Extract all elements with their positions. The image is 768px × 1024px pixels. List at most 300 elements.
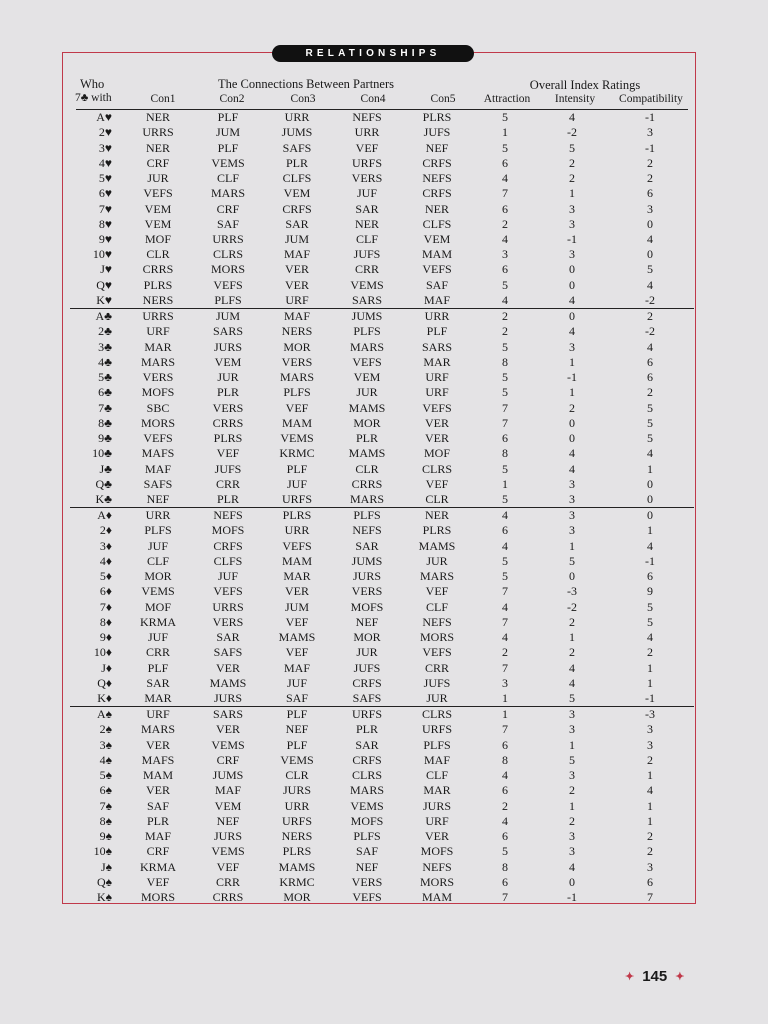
relationships-table — [70, 110, 694, 905]
cell-con4: VEFS — [352, 890, 382, 905]
cell-attraction: 4 — [502, 538, 508, 553]
cell-con4: MAMS — [348, 400, 386, 415]
cell-con3: CLR — [285, 768, 309, 783]
cell-con5: VER — [425, 415, 449, 430]
cell-card: K♦ — [97, 691, 112, 706]
cell-con4: JUMS — [351, 553, 383, 568]
cell-card: A♣ — [70, 309, 122, 325]
cell-attraction: 8 — [502, 446, 508, 461]
cell-con1: VEM — [144, 201, 172, 216]
cell-compatibility: 2 — [647, 385, 653, 400]
cell-con4: MOFS — [350, 813, 384, 828]
cell-card: Q♣ — [95, 476, 112, 491]
cell-con3: PLRS — [282, 844, 312, 859]
cell-intensity: 5 — [569, 140, 575, 155]
table-row — [70, 278, 694, 293]
cell-compatibility: 3 — [647, 722, 653, 737]
cell-intensity: 0 — [569, 277, 575, 292]
cell-attraction: 5 — [502, 370, 508, 385]
cell-compatibility: 0 — [606, 508, 694, 524]
cell-con1: JUR — [147, 171, 169, 186]
cell-con4: CRFS — [352, 675, 382, 690]
cell-con2: VEF — [216, 859, 240, 874]
cell-attraction: 6 — [502, 201, 508, 216]
cell-con5: MAM — [421, 890, 452, 905]
cell-attraction: 4 — [502, 813, 508, 828]
cell-con1: CRF — [146, 155, 170, 170]
cell-con5: URF — [425, 370, 449, 385]
cell-con2: NEF — [216, 813, 240, 828]
cell-con5: MAR — [423, 783, 451, 798]
cell-intensity: 2 — [569, 171, 575, 186]
table-row — [70, 783, 694, 798]
cell-attraction: 2 — [502, 216, 508, 231]
cell-compatibility: 5 — [647, 614, 653, 629]
cell-con2: SAFS — [213, 645, 243, 660]
table-row — [70, 340, 694, 355]
cell-con5: VER — [425, 829, 449, 844]
cell-con2: VERS — [212, 400, 244, 415]
cell-con1: MAR — [144, 339, 172, 354]
cell-card: J♣ — [99, 461, 112, 476]
cell-compatibility: 1 — [647, 461, 653, 476]
cell-compatibility: 1 — [647, 768, 653, 783]
cell-con1: VER — [146, 737, 170, 752]
cell-con2: CRF — [216, 201, 240, 216]
cell-con1: SAR — [146, 675, 170, 690]
cell-con3: MAF — [283, 247, 310, 262]
cell-con4: MARS — [349, 491, 384, 506]
cell-con1: KRMA — [139, 859, 176, 874]
cell-card: 6♠ — [99, 783, 112, 798]
cell-con2: SAR — [216, 630, 240, 645]
cell-card: 10♦ — [93, 645, 112, 660]
cell-con2: JUR — [217, 370, 239, 385]
cell-attraction: 4 — [502, 599, 508, 614]
table-row — [70, 539, 694, 554]
cell-card: 6♦ — [99, 584, 112, 599]
cell-con5: VER — [425, 431, 449, 446]
cell-attraction: 7 — [502, 614, 508, 629]
cell-card: 5♦ — [99, 569, 112, 584]
cell-intensity: 0 — [569, 569, 575, 584]
cell-con5: MAF — [423, 292, 450, 307]
table-row — [70, 247, 694, 262]
cell-con4: MOFS — [350, 599, 384, 614]
cell-con4: PLFS — [332, 508, 402, 524]
cell-con2: CLFS — [213, 553, 243, 568]
cell-con3: VEMS — [280, 431, 314, 446]
table-row — [70, 446, 694, 461]
cell-con1: JUF — [147, 630, 168, 645]
cell-con4: VEFS — [352, 354, 382, 369]
cell-con2: VEFS — [213, 277, 243, 292]
table-row — [70, 768, 694, 783]
cell-con5: MOFS — [420, 844, 454, 859]
cell-con2: JUF — [217, 569, 238, 584]
cell-con5: MORS — [419, 874, 454, 889]
cell-intensity: 4 — [569, 110, 575, 125]
who-header: Who — [80, 77, 105, 91]
table-row — [70, 875, 694, 890]
cell-con4: NEF — [355, 859, 379, 874]
cell-intensity: 3 — [569, 768, 575, 783]
cell-con1: NERS — [142, 292, 174, 307]
cell-attraction: 4 — [502, 171, 508, 186]
cell-card: 6♥ — [98, 186, 112, 201]
cell-card: 9♦ — [99, 630, 112, 645]
cell-con3: NEF — [285, 722, 309, 737]
table-row — [70, 676, 694, 691]
cell-intensity: 3 — [569, 523, 575, 538]
cell-card: 8♥ — [98, 216, 112, 231]
cell-card: A♠ — [70, 707, 122, 723]
table-row — [70, 645, 694, 660]
cell-compatibility: 2 — [647, 645, 653, 660]
cell-attraction: 6 — [502, 431, 508, 446]
cell-con5: MAM — [421, 247, 452, 262]
cell-con4: CRR — [354, 262, 379, 277]
cell-con5: CLR — [425, 491, 449, 506]
cell-con3: MAMS — [278, 630, 316, 645]
cell-con5: NEFS — [422, 859, 452, 874]
cell-con2: VER — [216, 660, 240, 675]
cell-card: A♥ — [96, 110, 112, 125]
cell-con2: VEM — [214, 798, 242, 813]
cell-card: J♠ — [100, 859, 112, 874]
cell-intensity: 1 — [569, 385, 575, 400]
cell-con1: CRRS — [142, 262, 174, 277]
cell-con5: PLRS — [422, 110, 452, 125]
cell-con2: MAF — [214, 783, 241, 798]
table-row — [70, 814, 694, 829]
cell-con1: NER — [146, 140, 170, 155]
col-header-con2: Con2 — [219, 93, 245, 105]
cell-compatibility: 4 — [647, 339, 653, 354]
cell-con5: URF — [425, 813, 449, 828]
table-row — [70, 707, 694, 723]
cell-con3: CLFS — [282, 171, 312, 186]
cell-con3: SAF — [285, 691, 308, 706]
cell-intensity: 2 — [569, 813, 575, 828]
cell-card: 2♣ — [98, 324, 112, 339]
cell-card: 5♥ — [98, 171, 112, 186]
cell-card: 3♦ — [99, 538, 112, 553]
cell-compatibility: 2 — [647, 155, 653, 170]
table-row — [70, 140, 694, 155]
cell-attraction: 7 — [502, 415, 508, 430]
cell-con5: CRR — [424, 660, 449, 675]
table-row — [70, 217, 694, 232]
col-header-con1: Con1 — [150, 93, 176, 105]
cell-attraction: 4 — [502, 630, 508, 645]
cell-compatibility: -2 — [645, 292, 655, 307]
cell-con5: CLF — [425, 768, 448, 783]
cell-con2: CRRS — [212, 415, 244, 430]
cell-con3: KRMC — [279, 874, 315, 889]
cell-card: 2♠ — [99, 722, 112, 737]
cell-intensity: 2 — [569, 783, 575, 798]
cell-con4: JUF — [356, 186, 377, 201]
cell-con3: MAF — [262, 309, 332, 325]
cell-intensity: 1 — [569, 186, 575, 201]
cell-attraction: 5 — [502, 844, 508, 859]
cell-attraction: 7 — [502, 660, 508, 675]
cell-con1: VEFS — [143, 431, 173, 446]
table-row — [70, 232, 694, 247]
cell-con1: VEMS — [141, 584, 175, 599]
cell-card: 10♣ — [92, 446, 112, 461]
cell-attraction: 4 — [472, 508, 538, 524]
cell-intensity: 2 — [569, 155, 575, 170]
cell-con5: JUFS — [423, 125, 451, 140]
cell-con1: PLF — [147, 660, 169, 675]
cell-con4: CLRS — [351, 768, 382, 783]
cell-con3: MOR — [283, 339, 311, 354]
table-row — [70, 844, 694, 859]
cell-attraction: 5 — [502, 385, 508, 400]
cell-compatibility: 6 — [647, 370, 653, 385]
cell-con5: VEF — [425, 476, 449, 491]
cell-card: 6♣ — [98, 385, 112, 400]
cell-con2: CRR — [215, 874, 240, 889]
cell-con5: PLRS — [422, 523, 452, 538]
cell-con3: VEF — [285, 400, 309, 415]
cell-con2: PLR — [216, 491, 239, 506]
cell-con3: VEFS — [282, 538, 312, 553]
cell-con1: CRR — [145, 645, 170, 660]
cell-compatibility: 4 — [647, 277, 653, 292]
cell-con2: SAF — [216, 216, 239, 231]
cell-con1: NER — [146, 110, 170, 125]
cell-attraction: 7 — [502, 186, 508, 201]
cell-con3: VER — [285, 584, 309, 599]
table-row — [70, 416, 694, 431]
cell-con3: URFS — [281, 813, 313, 828]
cell-attraction: 4 — [502, 768, 508, 783]
cell-con1: PLR — [146, 813, 169, 828]
cell-intensity: 1 — [569, 798, 575, 813]
cell-con5: VEF — [425, 584, 449, 599]
cell-attraction: 6 — [502, 155, 508, 170]
table-row — [70, 600, 694, 615]
cell-card: 3♥ — [98, 140, 112, 155]
cell-intensity: 3 — [569, 247, 575, 262]
cell-con5: VEFS — [422, 262, 452, 277]
cell-con1: MAFS — [141, 446, 175, 461]
table-row — [70, 890, 694, 905]
cell-con2: JURS — [213, 691, 242, 706]
cell-con5: MOF — [423, 446, 450, 461]
cell-intensity: 3 — [569, 216, 575, 231]
cell-con2: PLF — [217, 110, 239, 125]
ratings-header: Overall Index Ratings — [529, 78, 641, 92]
cell-intensity: -1 — [567, 370, 577, 385]
cell-con2: VEF — [216, 446, 240, 461]
cell-con5: JUR — [426, 691, 448, 706]
cell-intensity: -2 — [567, 125, 577, 140]
cell-con3: URR — [284, 523, 310, 538]
table-row — [70, 125, 694, 140]
cell-con4: MOR — [353, 630, 381, 645]
cell-con5: CLF — [425, 599, 448, 614]
cell-intensity: 3 — [569, 476, 575, 491]
cell-card: 5♠ — [99, 768, 112, 783]
cell-card: 2♦ — [99, 523, 112, 538]
cell-con5: CLFS — [422, 216, 452, 231]
cell-compatibility: 6 — [647, 354, 653, 369]
cell-con5: JUFS — [423, 675, 451, 690]
table-row — [70, 630, 694, 645]
cell-con3: PLR — [285, 155, 308, 170]
cell-con1: URF — [122, 707, 194, 723]
cell-card: 4♥ — [98, 155, 112, 170]
cell-con5: VEFS — [422, 645, 452, 660]
cell-intensity: 5 — [569, 691, 575, 706]
cell-con4: JUMS — [332, 309, 402, 325]
page-footer — [625, 968, 684, 985]
cell-compatibility: 0 — [647, 491, 653, 506]
table-row — [70, 523, 694, 538]
cell-con2: CLF — [216, 171, 239, 186]
cell-con5: MORS — [419, 630, 454, 645]
cell-card: K♥ — [96, 292, 112, 307]
cell-con4: VERS — [351, 874, 383, 889]
table-row — [70, 262, 694, 277]
cell-con2: CRRS — [212, 890, 244, 905]
cell-con3: VERS — [281, 354, 313, 369]
cell-con5: CRFS — [422, 186, 452, 201]
cell-con5: SARS — [421, 339, 453, 354]
cell-con3: VEF — [285, 614, 309, 629]
cell-con4: MARS — [349, 339, 384, 354]
cell-con4: PLFS — [353, 829, 381, 844]
cell-con5: VEM — [423, 231, 451, 246]
col-header-con3: Con3 — [290, 93, 316, 105]
cell-compatibility: -1 — [645, 140, 655, 155]
cell-card: 9♣ — [98, 431, 112, 446]
cell-con1: MAFS — [141, 752, 175, 767]
cell-con1: MORS — [140, 890, 175, 905]
cell-intensity: 4 — [569, 446, 575, 461]
cell-con4: NEFS — [352, 523, 382, 538]
cell-compatibility: 5 — [647, 431, 653, 446]
cell-con4: JURS — [352, 569, 381, 584]
cell-attraction: 1 — [472, 707, 538, 723]
cell-con3: JURS — [282, 783, 311, 798]
cell-con2: SARS — [212, 324, 244, 339]
cell-compatibility: 2 — [647, 752, 653, 767]
cell-con2: CRR — [215, 476, 240, 491]
table-row — [70, 370, 694, 385]
cell-card: 8♣ — [98, 415, 112, 430]
cell-card: 2♥ — [98, 125, 112, 140]
cell-compatibility: -1 — [645, 110, 655, 125]
cell-con5: NEFS — [422, 614, 452, 629]
cell-attraction: 6 — [502, 829, 508, 844]
col-header-compatibility: Compatibility — [619, 93, 683, 105]
cell-con2: VEMS — [211, 737, 245, 752]
cell-con1: URR — [122, 508, 194, 524]
cell-attraction: 8 — [502, 859, 508, 874]
cell-card: 8♦ — [99, 614, 112, 629]
cell-con2: JURS — [213, 339, 242, 354]
cell-compatibility: 5 — [647, 599, 653, 614]
table-row — [70, 799, 694, 814]
cell-intensity: 3 — [569, 722, 575, 737]
cell-con1: MORS — [140, 415, 175, 430]
cell-con4: PLR — [355, 431, 378, 446]
cell-con4: SAF — [355, 844, 378, 859]
cell-con4: MOR — [353, 415, 381, 430]
cell-intensity: 4 — [569, 324, 575, 339]
cell-card: 7♠ — [99, 798, 112, 813]
cell-con3: MAM — [281, 553, 312, 568]
cell-con1: MARS — [140, 354, 175, 369]
cell-con5: URR — [402, 309, 472, 325]
cell-intensity: 3 — [538, 508, 606, 524]
cell-con4: JUR — [356, 385, 378, 400]
cell-compatibility: 6 — [647, 186, 653, 201]
cell-con4: VERS — [351, 171, 383, 186]
cell-con3: MAMS — [278, 859, 316, 874]
cell-attraction: 7 — [502, 722, 508, 737]
cell-con3: MAR — [283, 569, 311, 584]
cell-compatibility: 3 — [647, 125, 653, 140]
table-row — [70, 309, 694, 325]
cell-con3: NERS — [281, 829, 313, 844]
cell-con2: SARS — [194, 707, 262, 723]
cell-con5: PLF — [426, 324, 448, 339]
cell-con4: VERS — [351, 584, 383, 599]
col-header-con5: Con5 — [430, 93, 456, 105]
cell-intensity: 4 — [569, 859, 575, 874]
cell-con2: VEM — [214, 354, 242, 369]
cell-con1: MAM — [142, 768, 173, 783]
connections-header: The Connections Between Partners — [218, 77, 394, 91]
cell-con4: SAR — [355, 538, 379, 553]
cell-con3: VEF — [285, 645, 309, 660]
cell-con1: URF — [146, 324, 170, 339]
cell-compatibility: 1 — [647, 798, 653, 813]
cell-intensity: -3 — [567, 584, 577, 599]
ornament-left-icon: ✦ — [625, 971, 635, 983]
cell-intensity: 5 — [569, 752, 575, 767]
cell-con4: VEM — [353, 370, 381, 385]
cell-con1: SBC — [146, 400, 170, 415]
table-row — [70, 171, 694, 186]
cell-compatibility: 4 — [647, 783, 653, 798]
cell-intensity: 3 — [538, 707, 606, 723]
cell-compatibility: 5 — [647, 400, 653, 415]
cell-con5: SAF — [425, 277, 448, 292]
cell-con4: NER — [355, 216, 379, 231]
col-header-intensity: Intensity — [554, 93, 596, 105]
cell-attraction: 2 — [502, 324, 508, 339]
cell-compatibility: -3 — [606, 707, 694, 723]
table-row — [70, 355, 694, 370]
cell-compatibility: 9 — [647, 584, 653, 599]
cell-attraction: 6 — [502, 874, 508, 889]
cell-con1: CLR — [146, 247, 170, 262]
cell-con2: CRFS — [213, 538, 243, 553]
cell-con3: VER — [285, 277, 309, 292]
cell-card: A♦ — [70, 508, 122, 524]
cell-intensity: 4 — [569, 660, 575, 675]
cell-intensity: 1 — [569, 630, 575, 645]
table-row — [70, 324, 694, 339]
cell-card: 9♥ — [98, 231, 112, 246]
